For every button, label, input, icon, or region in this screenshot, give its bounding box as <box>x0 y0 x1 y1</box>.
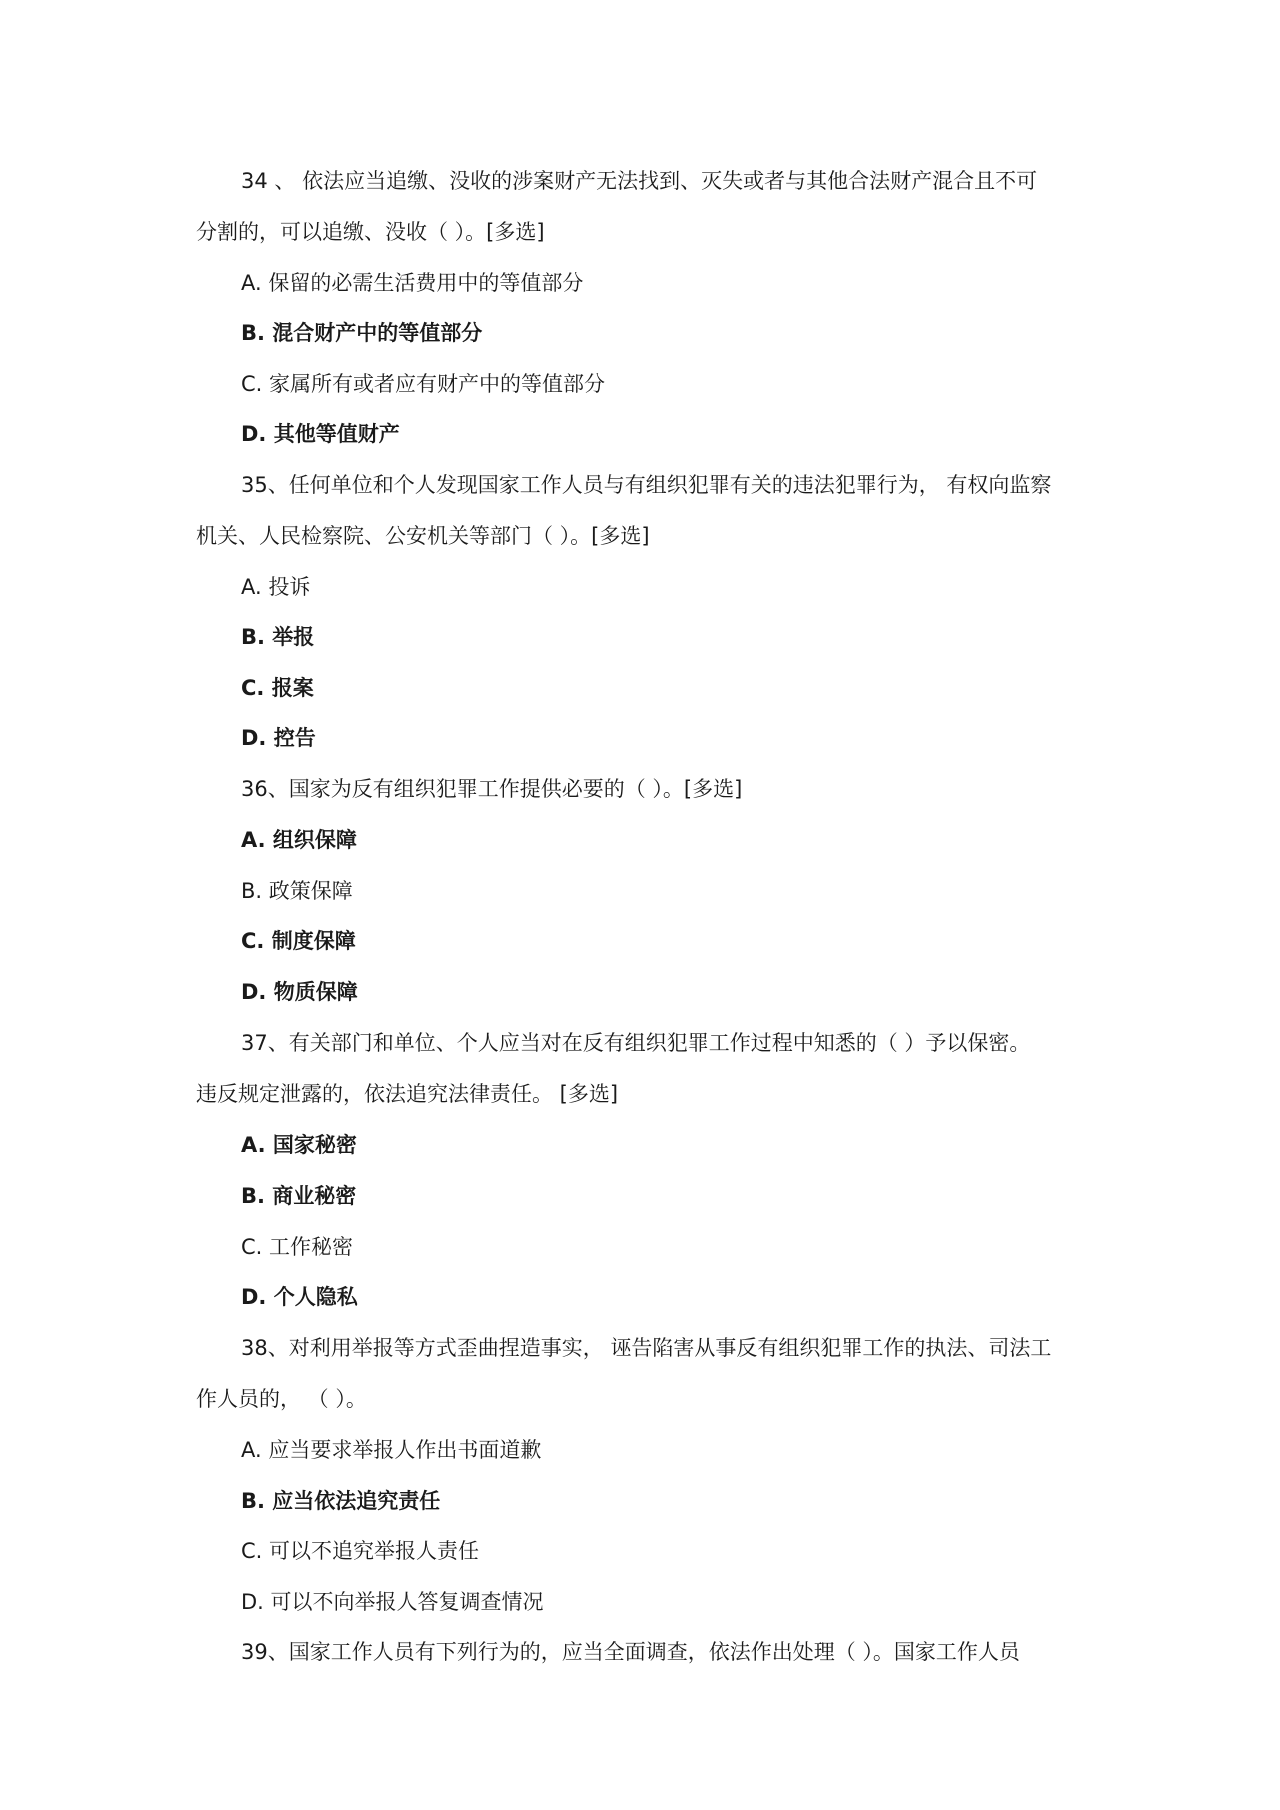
question-35-option-a: A. 投诉 <box>241 575 311 599</box>
question-35-option-d: D. 控告 <box>241 726 316 750</box>
question-37-option-d: D. 个人隐私 <box>241 1285 358 1309</box>
question-34-option-d: D. 其他等值财产 <box>241 422 400 446</box>
question-37-stem-line-1: 37、有关部门和单位、个人应当对在反有组织犯罪工作过程中知悉的（ ）予以保密。 <box>241 1031 1031 1055</box>
question-38-option-b: B. 应当依法追究责任 <box>241 1489 441 1513</box>
question-38-stem-line-1: 38、对利用举报等方式歪曲捏造事实， 诬告陷害从事反有组织犯罪工作的执法、司法工 <box>241 1336 1052 1360</box>
question-36-option-c: C. 制度保障 <box>241 929 356 953</box>
question-35-stem-line-1: 35、任何单位和个人发现国家工作人员与有组织犯罪有关的违法犯罪行为， 有权向监察 <box>241 473 1052 497</box>
question-35-option-b: B. 举报 <box>241 625 315 649</box>
question-34-option-b: B. 混合财产中的等值部分 <box>241 321 483 345</box>
question-37-option-c: C. 工作秘密 <box>241 1235 354 1259</box>
question-36-stem-line-1: 36、国家为反有组织犯罪工作提供必要的（ ）。[多选] <box>241 777 743 801</box>
question-37-stem-line-2: 违反规定泄露的，依法追究法律责任。 [多选] <box>196 1082 619 1106</box>
question-36-option-b: B. 政策保障 <box>241 879 353 903</box>
question-38-option-d: D. 可以不向举报人答复调查情况 <box>241 1590 544 1614</box>
question-37-option-a: A. 国家秘密 <box>241 1133 357 1157</box>
question-34-option-c: C. 家属所有或者应有财产中的等值部分 <box>241 372 606 396</box>
question-37-option-b: B. 商业秘密 <box>241 1184 357 1208</box>
question-39-stem-line-1: 39、国家工作人员有下列行为的，应当全面调查，依法作出处理（ ）。国家工作人员 <box>241 1640 1020 1664</box>
question-34-stem-line-2: 分割的，可以追缴、没收（ ）。[多选] <box>196 220 545 244</box>
question-38-option-a: A. 应当要求举报人作出书面道歉 <box>241 1438 542 1462</box>
question-38-stem-line-2: 作人员的， （ ）。 <box>196 1387 367 1411</box>
question-35-stem-line-2: 机关、人民检察院、公安机关等部门（ ）。[多选] <box>196 524 650 548</box>
question-34-option-a: A. 保留的必需生活费用中的等值部分 <box>241 271 584 295</box>
question-36-option-d: D. 物质保障 <box>241 980 358 1004</box>
question-38-option-c: C. 可以不追究举报人责任 <box>241 1539 480 1563</box>
question-35-option-c: C. 报案 <box>241 676 314 700</box>
question-34-stem-line-1: 34 、 依法应当追缴、没收的涉案财产无法找到、灭失或者与其他合法财产混合且不可 <box>241 169 1038 193</box>
question-36-option-a: A. 组织保障 <box>241 828 357 852</box>
